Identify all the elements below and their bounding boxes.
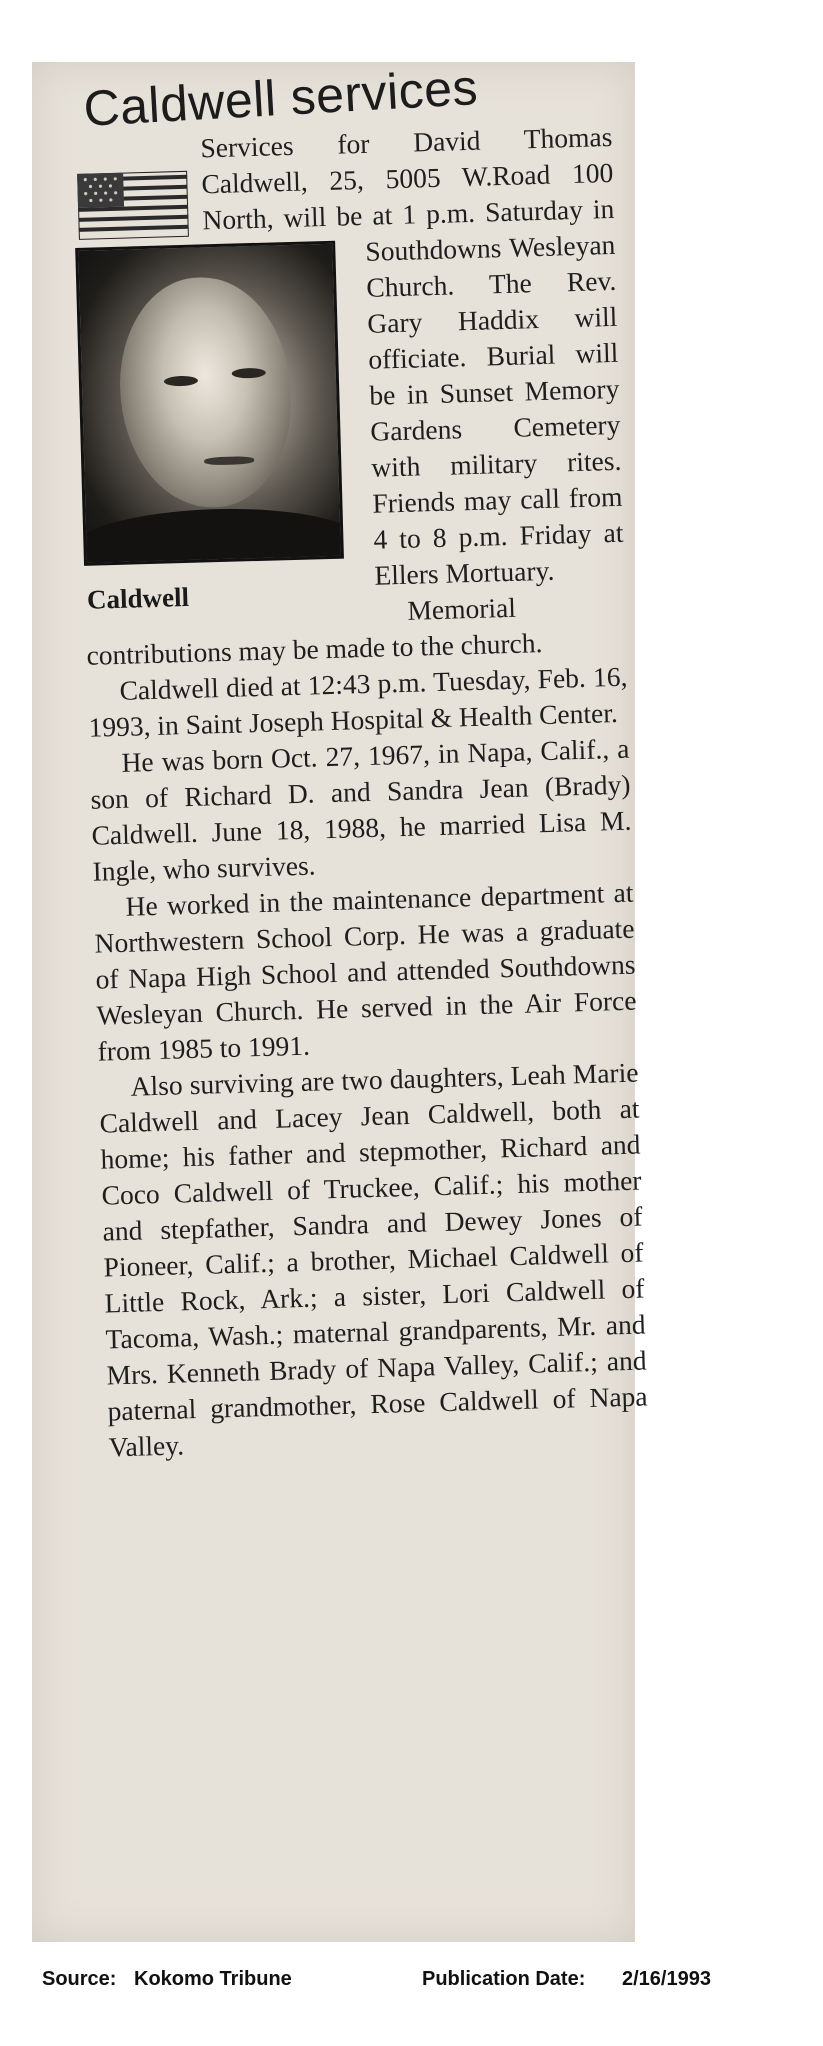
source-label: Source: xyxy=(42,1968,117,1990)
paragraph-birth: He was born Oct. 27, 1967, in Napa, Calif., a son of Richard D. and Sandra Jean (Brady) Caldwell. June 18, 1988, he married Lisa M. Ingle, who survives. xyxy=(90,732,632,887)
source-value: Kokomo Tribune xyxy=(134,1968,292,1990)
source-footer xyxy=(42,1968,802,1998)
publication-date-label: Publication Date: xyxy=(422,1968,586,1990)
photo-caption: Caldwell xyxy=(86,581,190,615)
paragraph-survivors: Also surviving are two daughters, Leah Marie Caldwell and Lacey Jean Caldwell, both at home; his father and stepmother, Richard and Coco Caldwell of Truckee, Calif.; his mother and stepfather, Sandra and Dewey Jones of Pioneer, Calif.; a brother, Michael Caldwell of Little Rock, Ark.; a sister, Lori Caldwell of Tacoma, Wash.; maternal grandparents, Mr. and Mrs. Kenneth Brady of Napa Valley, Calif.; and paternal grandmother, Rose Caldwell of Napa Valley. xyxy=(99,1056,648,1463)
headline: Caldwell services xyxy=(82,58,480,137)
paragraph-services: Services for David Thomas Caldwell, 25, 5005 W.Road 100 North, will be at 1 p.m. Saturday in Southdowns Wesleyan Church. The Rev. Gary Haddix will officiate. Burial will be in Sunset Memory Gardens Cemetery with military rites. Friends may call from 4 to 8 p.m. Friday at Ellers Mortuary. xyxy=(200,120,624,591)
paragraph-work: He worked in the maintenance department at Northwestern School Corp. He was a graduate of Napa High School and attended Southdowns Wesleyan Church. He served in the Air Force from 1985 to 1991. xyxy=(94,876,637,1067)
portrait-block xyxy=(75,240,357,615)
newspaper-clipping xyxy=(32,58,648,1942)
portrait-photo xyxy=(75,241,344,566)
obituary-article xyxy=(72,119,649,1466)
publication-date-value: 2/16/1993 xyxy=(622,1968,711,1990)
paragraph-memorial: Memorial contributions may be made to the church. xyxy=(86,591,543,671)
american-flag-icon xyxy=(77,171,189,240)
paragraph-death: Caldwell died at 12:43 p.m. Tuesday, Feb. 16, 1993, in Saint Joseph Hospital & Health Center. xyxy=(88,660,628,743)
